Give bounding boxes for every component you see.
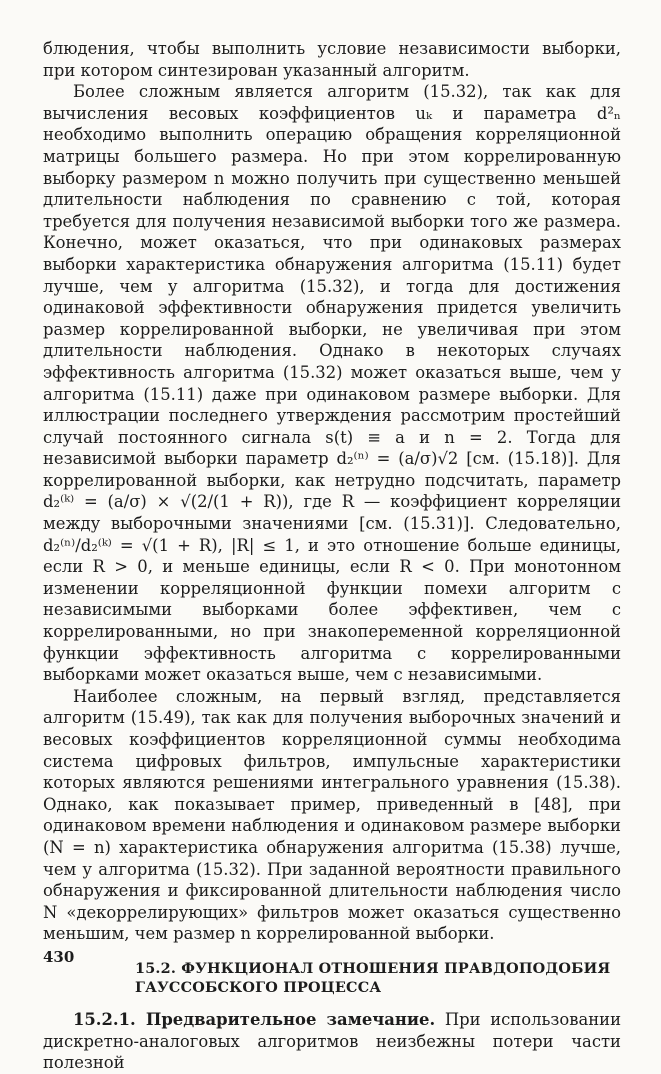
subsection-paragraph [43, 1009, 621, 1074]
subsection-lead: 15.2.1. Предварительное замечание. [73, 1009, 436, 1029]
page-number: 430 [43, 948, 75, 966]
paragraph-2: Более сложным является алгоритм (15.32), так как для вычисления весовых коэффициентов uₖ и параметра d²ₙ необходимо выполнить операцию обращения корреляционной матрицы большего размера. Но при этом коррелированную выборку размером n можно получить при существенно меньшей длительности наблюдения по сравнению с той, которая требуется для получения независимой выборки того же размера. Конечно, может оказаться, что при одинаковых размерах выборки характеристика обнаружения алгоритма (15.11) будет лучше, чем у алгоритма (15.32), и тогда для достижения одинаковой эффективности обнаружения придется увеличить размер коррелированной выборки, не увеличивая при этом длительности наблюдения. Однако в некоторых случаях эффективность алгоритма (15.32) может оказаться выше, чем у алгоритма (15.11) даже при одинаковом размере выборки. Для иллюстрации последнего утверждения рассмотрим простейший случай постоянного сигнала s(t) ≡ a и n = 2. Тогда для независимой выборки параметр d₂⁽ⁿ⁾ = (a/σ)√2 [см. (15.18)]. Для коррелированной выборки, как нетрудно подсчитать, параметр d₂⁽ᵏ⁾ = (a/σ) × √(2/(1 + R)), где R — коэффициент корреляции между выборочными значениями [см. (15.31)]. Следовательно, d₂⁽ⁿ⁾/d₂⁽ᵏ⁾ = √(1 + R), |R| ≤ 1, и это отношение больше единицы, если R > 0, и меньше единицы, если R < 0. При монотонном изменении корреляционной функции помехи алгоритм с независимыми выборками более эффективен, чем с коррелированными, но при знакопеременной корреляционной функции эффективность алгоритма с коррелированными выборками может оказаться выше, чем с независимыми. [43, 82, 621, 685]
paragraph-3: Наиболее сложным, на первый взгляд, представляется алгоритм (15.49), так как для получения выборочных значений и весовых коэффициентов корреляционной суммы необходима система цифровых фильтров, импульсные характеристики которых являются решениями интегрального уравнения (15.38). Однако, как показывает пример, приведенный в [48], при одинаковом времени наблюдения и одинаковом размере выборки (N = n) характеристика обнаружения алгоритма (15.38) лучше, чем у алгоритма (15.32). При заданной вероятности правильного обнаружения и фиксированной длительности наблюдения число N «декоррелирующих» фильтров может оказаться существенно меньшим, чем размер n коррелированной выборки. [43, 686, 621, 944]
section-heading: 15.2. ФУНКЦИОНАЛ ОТНОШЕНИЯ ПРАВДОПОДОБИЯ ГАУССОБСКОГО ПРОЦЕССА [135, 959, 611, 996]
paragraph-1: блюдения, чтобы выполнить условие независимости выборки, при котором синтезирован указанный алгоритм. [43, 39, 621, 80]
subsection-text: При использовании дискретно-аналоговых алгоритмов неизбежны потери части полезной [43, 1009, 622, 1073]
